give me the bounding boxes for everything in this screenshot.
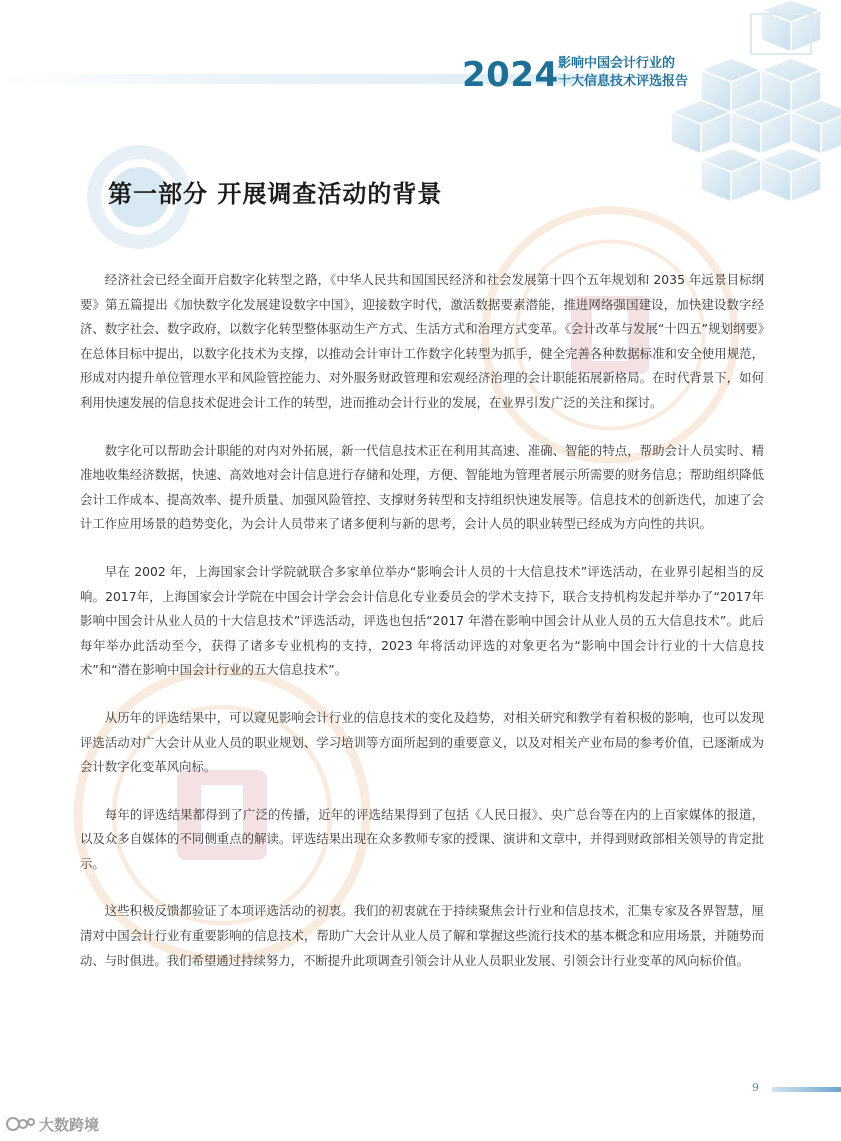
footer-bar: [772, 1087, 841, 1092]
brand-watermark: [6, 1113, 99, 1135]
paragraph-digitalization: 数字化可以帮助会计职能的对内对外拓展，新一代信息技术正在利用其高速、准确、智能的特点，帮助会计人员实时、精准地收集经济数据，快速、高效地对会计信息进行存储和处理，方便、智能地为管理者展示所需要的财务信息；帮助组织降低会计工作成本、提高效率、提升质量、加强风险管控、支撑财务转型和支持组织快速发展等。信息技术的创新迭代，加速了会计工作应用场景的趋势变化，为会计人员带来了诸多便利与新的思考，会计人员的职业转型已经成为方向性的共识。: [80, 442, 764, 532]
paragraph-media: 每年的评选结果都得到了广泛的传播，近年的评选结果得到了包括《人民日报》、央广总台等在内的上百家媒体的报道，以及众多自媒体的不同侧重点的解读。评选结果出现在众多教师专家的授课、演讲和文章中，并得到财政部相关领导的肯定批示。: [80, 806, 764, 871]
brand-logo-icon: [6, 1115, 36, 1133]
paragraph-background: 经济社会已经全面开启数字化转型之路，《中华人民共和国国民经济和社会发展第十四个五年规划和 2035 年远景目标纲要》第五篇提出《加快数字化发展建设数字中国》，迎接数字时代，激活数据要素潜能，推进网络强国建设，加快建设数字经济、数字社会、数字政府，以数字化转型整体驱动生产方式、生活方式和治理方式变革。《会计改革与发展“十四五”规划纲要》在总体目标中提出，以数字化技术为支撑，以推动会计审计工作数字化转型为抓手，健全完善各种数据标准和安全使用规范，形成对内提升单位管理水平和风险管控能力、对外服务财政管理和宏观经济治理的会计职能拓展新格局。在时代背景下，如何利用快速发展的信息技术促进会计工作的转型，进而推动会计行业的发展，在业界引发广泛的关注和探讨。: [80, 272, 764, 410]
paragraph-purpose: 这些积极反馈都验证了本项评选活动的初衷。我们的初衷就在于持续聚焦会计行业和信息技术，汇集专家及各界智慧，厘清对中国会计行业有重要影响的信息技术，帮助广大会计从业人员了解和掌握这些流行技术的基本概念和应用场景，并随势而动、与时俱进。我们希望通过持续努力，不断提升此项调查引领会计从业人员职业发展、引领会计行业变革的风向标价值。: [80, 903, 764, 968]
header-title-line1: 影响中国会计行业的: [558, 56, 676, 71]
header-title-line2: 十大信息技术评选报告: [558, 74, 689, 89]
page-number: 9: [752, 1081, 759, 1094]
section-title: 第一部分 开展调查活动的背景: [108, 179, 443, 208]
brand-name: 大数跨境: [39, 1115, 100, 1134]
paragraph-trends: 从历年的评选结果中，可以窥见影响会计行业的信息技术的变化及趋势，对相关研究和教学有着积极的影响，也可以发现评选活动对广大会计从业人员的职业规划、学习培训等方面所起到的重要意义，以及对相关产业布局的参考价值，已逐渐成为会计数字化变革风向标。: [80, 709, 764, 775]
paragraph-history: 早在 2002 年，上海国家会计学院就联合多家单位举办“影响会计人员的十大信息技术”评选活动，在业界引起相当的反响。2017年，上海国家会计学院在中国会计学会会计信息化专业委员会的学术支持下，联合支持机构发起并举办了“2017年影响中国会计从业人员的十大信息技术”评选活动，评选也包括“2017 年潜在影响中国会计从业人员的五大信息技术”。此后每年举办此活动至今，获得了诸多专业机构的支持，2023 年将活动评选的对象更名为“影响中国会计行业的十大信息技术”和“潜在影响中国会计行业的五大信息技术”。: [80, 563, 764, 678]
header-title: [558, 55, 708, 91]
body-content: [80, 268, 764, 996]
header-year: 2024: [462, 55, 559, 95]
